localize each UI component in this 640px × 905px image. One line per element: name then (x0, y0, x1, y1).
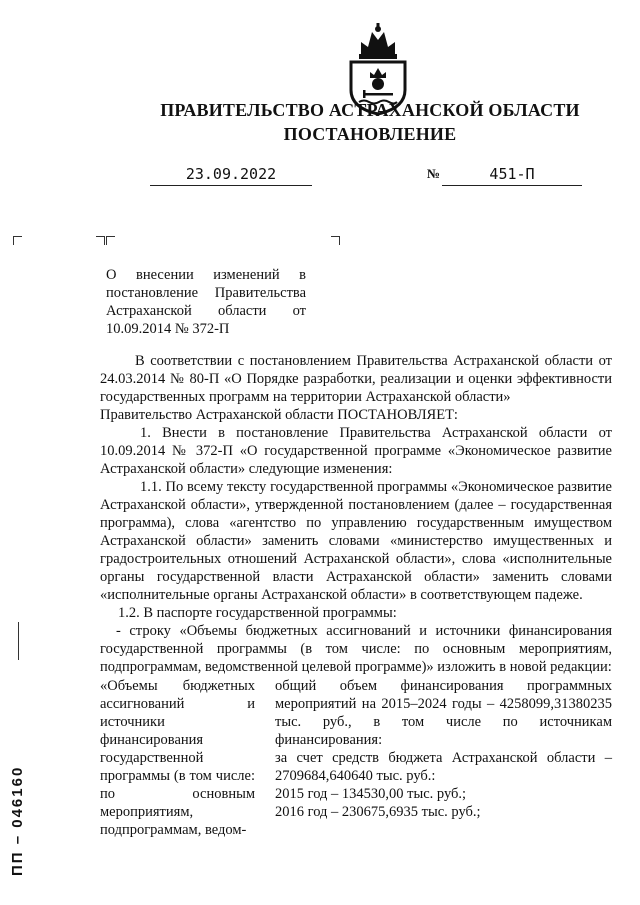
margin-line (18, 622, 19, 660)
paragraph: 1.2. В паспорте государственной программы: (118, 605, 397, 621)
corner-mark (13, 236, 22, 245)
organization-name: ПРАВИТЕЛЬСТВО АСТРАХАНСКОЙ ОБЛАСТИ (160, 100, 580, 120)
subject-line: Астраханской области от (106, 303, 306, 319)
passport-row-label: «Объемы бюджетных ассигнований и источники финансирования государственной программы (в том числе: по основным мероприятиям, подпрограммам, ведом- (100, 678, 255, 838)
subject-line: 10.09.2014 № 372-П (106, 321, 230, 337)
value-line: 2015 год – 134530,00 тыс. руб.; (275, 786, 467, 802)
document-subject (106, 266, 306, 338)
corner-mark (106, 236, 115, 245)
number-label: № (427, 166, 441, 181)
table-row (100, 677, 612, 839)
corner-mark (331, 236, 340, 245)
paragraph: В соответствии с постановлением Правительства Астраханской области от 24.03.2014 № 80-П «О Порядке разработки, реализации и оценки эффективности государственных программ на территории Астраханской области» (100, 353, 612, 405)
passport-table (100, 677, 612, 839)
value-line: 2016 год – 230675,6935 тыс. руб.; (275, 804, 481, 820)
paragraph: - строку «Объемы бюджетных ассигнований и источники финансирования государственной программы (в том числе: по основным мероприятиям, подпрограммам, ведомственной целевой программе)» изложить в новой редакции: (100, 623, 612, 675)
value-line: за счет средств бюджета Астраханской области – 2709684,640640 тыс. руб.: (275, 750, 612, 784)
subject-line: постановление Правительства (106, 285, 306, 301)
passport-row-value (275, 677, 612, 839)
document-body (100, 352, 612, 839)
serial-text: ПП – 046160 (9, 765, 26, 876)
subject-line: О внесении изменений в (106, 267, 306, 283)
corner-mark (96, 236, 105, 245)
document-number: 451-П (442, 165, 582, 186)
document-type: ПОСТАНОВЛЕНИЕ (283, 124, 457, 144)
paragraph: 1.1. По всему тексту государственной программы «Экономическое развитие Астраханской области», утвержденной постановлением (далее – государственная программа), слова «агентство по управлению государственным имуществом Астраханской области» заменить словами «министерство имущественных и градостроительных отношений Астраханской области», слова «исполнительные органы государственной власти Астраханской области» заменить словами «исполнительные органы Астраханской области» в соответствующем падеже. (100, 479, 612, 603)
value-line: общий объем финансирования программных мероприятий на 2015–2024 годы – 4258099,31380235 тыс. руб., в том числе по источникам финансирования: (275, 678, 612, 748)
margin-serial-number (2, 720, 30, 880)
document-date: 23.09.2022 (150, 165, 312, 186)
paragraph: 1. Внести в постановление Правительства Астраханской области от 10.09.2014 № 372-П «О государственной программе «Экономическое развитие Астраханской области» следующие изменения: (100, 425, 612, 477)
paragraph: Правительство Астраханской области ПОСТАНОВЛЯЕТ: (100, 407, 458, 423)
